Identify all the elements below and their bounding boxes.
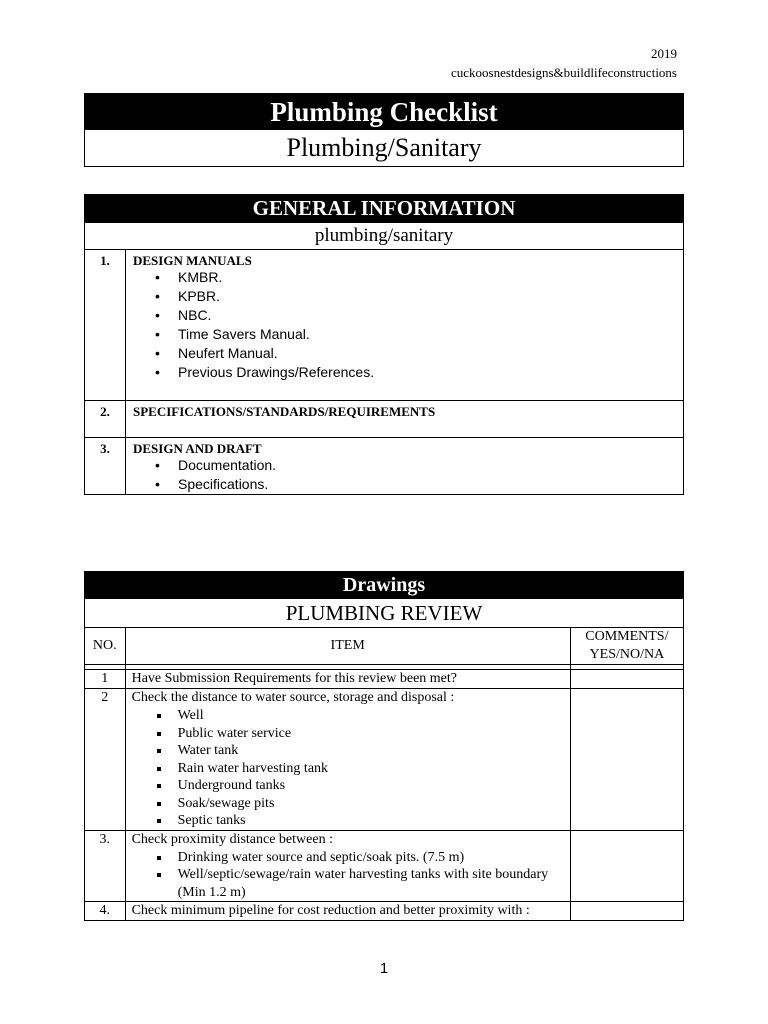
comment-cell[interactable]: [570, 689, 683, 831]
list-item: • KPBR.: [133, 287, 683, 306]
page-subtitle: Plumbing/Sanitary: [84, 130, 684, 167]
general-info-heading: GENERAL INFORMATION: [84, 194, 684, 223]
list-item: • Time Savers Manual.: [133, 325, 683, 344]
list-item: • Neufert Manual.: [133, 344, 683, 363]
comment-cell[interactable]: [570, 902, 683, 921]
list-item: Underground tanks: [132, 777, 570, 795]
row-number: 3.: [85, 830, 126, 902]
general-info-row: [85, 401, 684, 438]
plumbing-review-table: [84, 627, 684, 921]
list-item: Public water service: [132, 725, 570, 743]
list-item: • NBC.: [133, 306, 683, 325]
column-header-item: ITEM: [125, 628, 570, 665]
row-number: 2.: [85, 401, 126, 438]
general-info-row: [85, 250, 684, 401]
row-item-text: Check proximity distance between :: [131, 831, 333, 847]
row-number: 2: [85, 689, 126, 831]
table-row: [85, 670, 684, 689]
page-number: 1: [379, 960, 389, 977]
header-company: cuckoosnestdesigns&buildlifeconstructions: [450, 65, 677, 80]
row-number: 1.: [85, 250, 126, 401]
header-year: 2019: [651, 46, 677, 61]
row-item: [125, 689, 570, 831]
column-header-comments: [570, 628, 683, 665]
table-row: [85, 902, 684, 921]
comment-cell[interactable]: [570, 670, 683, 689]
row-heading: DESIGN MANUALS: [133, 253, 252, 268]
row-number: 1: [85, 670, 126, 689]
comments-header-line: COMMENTS/: [585, 629, 669, 644]
bullet-list: [133, 268, 683, 382]
drawings-heading: Drawings: [84, 571, 684, 599]
row-content: [126, 438, 684, 495]
row-heading: SPECIFICATIONS/STANDARDS/REQUIREMENTS: [133, 404, 436, 419]
row-content: [126, 250, 684, 401]
list-item: • Previous Drawings/References.: [133, 363, 683, 382]
row-item-text: Check the distance to water source, storage and disposal :: [131, 690, 455, 705]
row-heading: DESIGN AND DRAFT: [133, 441, 262, 456]
row-content: [126, 401, 684, 438]
row-item-text: Have Submission Requirements for this review been met?: [125, 670, 570, 689]
table-header-row: [85, 628, 684, 665]
bullet-list: [132, 849, 570, 902]
list-item: • Documentation.: [133, 456, 683, 475]
comments-header-line: YES/NO/NA: [589, 647, 665, 662]
list-item: • KMBR.: [133, 268, 683, 287]
general-info-table: [84, 249, 684, 495]
column-header-no: NO.: [85, 628, 126, 665]
row-number: 4.: [85, 902, 126, 921]
bullet-list: [133, 456, 683, 494]
list-item: • Specifications.: [133, 475, 683, 494]
list-item: Soak/sewage pits: [132, 795, 570, 813]
list-item: Rain water harvesting tank: [132, 760, 570, 778]
list-item: Water tank: [132, 742, 570, 760]
list-item: Well/septic/sewage/rain water harvesting tanks with site boundary (Min 1.2 m): [132, 866, 570, 901]
list-item: Drinking water source and septic/soak pits. (7.5 m): [132, 849, 570, 867]
drawings-subheading: PLUMBING REVIEW: [84, 599, 684, 628]
general-info-subheading: plumbing/sanitary: [84, 223, 684, 250]
bullet-list: [132, 707, 570, 830]
row-item-text: Check minimum pipeline for cost reduction and better proximity with :: [125, 902, 570, 921]
table-row: [85, 830, 684, 902]
general-info-row: [85, 438, 684, 495]
list-item: Well: [132, 707, 570, 725]
row-item: [125, 830, 570, 902]
table-row: [85, 689, 684, 831]
page-title: Plumbing Checklist: [84, 93, 684, 130]
comment-cell[interactable]: [570, 830, 683, 902]
list-item: Septic tanks: [132, 812, 570, 830]
row-number: 3.: [85, 438, 126, 495]
